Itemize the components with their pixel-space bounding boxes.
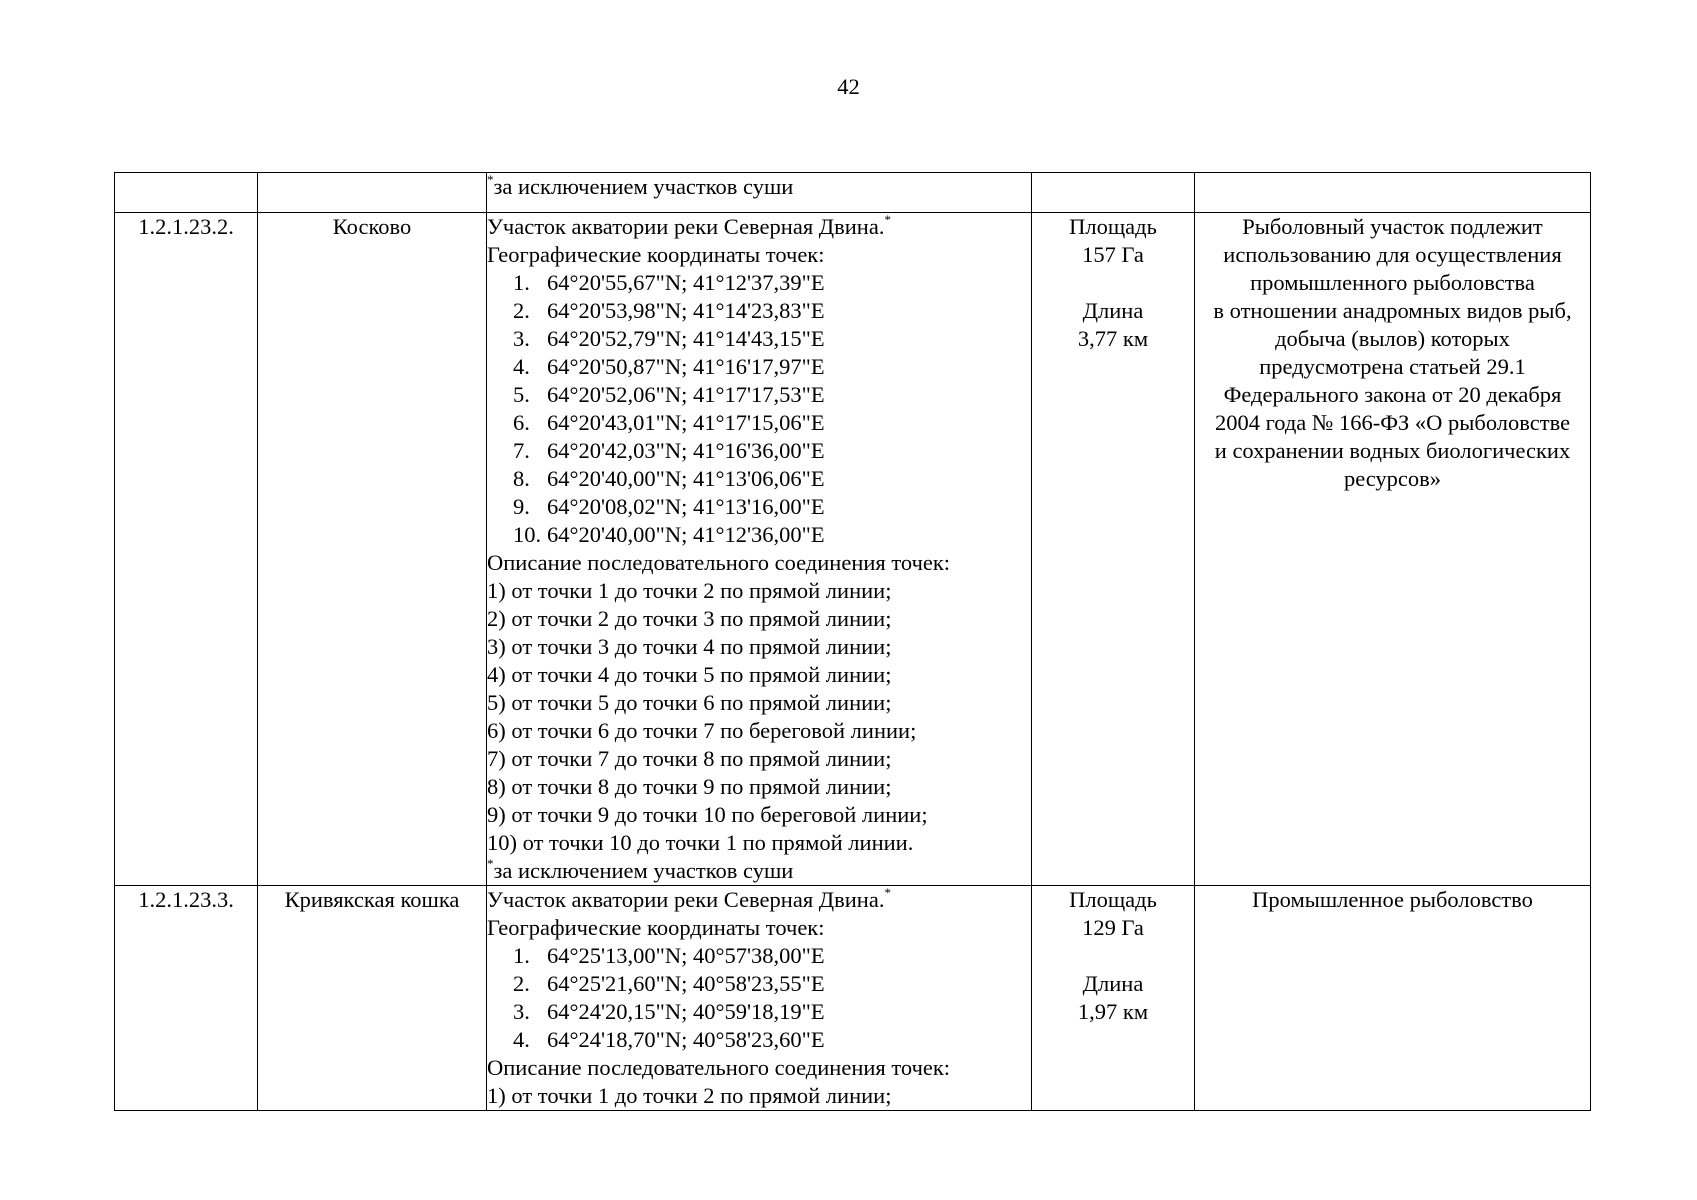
coordinate-item <box>487 325 1031 353</box>
length-value: 3,77 км <box>1077 326 1149 351</box>
connection-item: 1) от точки 1 до точки 2 по прямой линии; <box>487 578 892 603</box>
coordinate-value: 64°24'20,15"N; 40°59'18,19"E <box>547 999 825 1024</box>
coordinate-item <box>487 437 1031 465</box>
purpose-line: Федерального закона от 20 декабря <box>1223 382 1562 407</box>
area-value: 157 Га <box>1082 242 1144 267</box>
coordinate-value: 64°20'55,67"N; 41°12'37,39"E <box>547 270 825 295</box>
length-label: Длина <box>1082 971 1144 996</box>
land-exclusion-note: *за исключением участков суши <box>487 855 794 883</box>
coordinates-heading: Географические координаты точек: <box>487 915 825 940</box>
area-label: Площадь <box>1069 214 1157 239</box>
purpose-line: в отношении анадромных видов рыб, <box>1213 298 1572 323</box>
site-purpose <box>1195 213 1591 886</box>
continuation-number-cell <box>115 173 258 213</box>
continuation-purpose-cell <box>1195 173 1591 213</box>
site-description <box>487 886 1032 1111</box>
purpose-line: предусмотрена статьей 29.1 <box>1259 354 1526 379</box>
description-title-text: Участок акватории реки Северная Двина. <box>487 887 885 912</box>
purpose-line: добыча (вылов) которых <box>1275 326 1510 351</box>
coordinate-value: 64°20'52,06"N; 41°17'17,53"E <box>547 382 825 407</box>
connection-heading: Описание последовательного соединения точек: <box>487 550 951 575</box>
coordinate-item <box>487 1026 1031 1054</box>
site-name: Косково <box>258 213 487 886</box>
coordinate-number: 4. <box>513 1027 530 1052</box>
purpose-line: Рыболовный участок подлежит <box>1242 214 1543 239</box>
connection-item: 10) от точки 10 до точки 1 по прямой линии. <box>487 830 914 855</box>
connection-item: 4) от точки 4 до точки 5 по прямой линии; <box>487 662 892 687</box>
site-number: 1.2.1.23.3. <box>115 886 258 1111</box>
continuation-row <box>115 173 1591 213</box>
coordinate-number: 1. <box>513 943 530 968</box>
coordinate-item <box>487 521 1031 549</box>
site-size <box>1032 886 1195 1111</box>
coordinate-value: 64°20'52,79"N; 41°14'43,15"E <box>547 326 825 351</box>
fishing-sites-table <box>114 172 1591 1111</box>
coordinate-item <box>487 970 1031 998</box>
coordinate-number: 3. <box>513 326 530 351</box>
coordinate-number: 2. <box>513 971 530 996</box>
coordinate-number: 5. <box>513 382 530 407</box>
continuation-description-cell <box>487 173 1032 213</box>
site-name: Кривякская кошка <box>258 886 487 1111</box>
page-number: 42 <box>837 74 860 99</box>
coordinate-value: 64°20'42,03"N; 41°16'36,00"E <box>547 438 825 463</box>
table-row <box>115 213 1591 886</box>
land-exclusion-note-text: за исключением участков суши <box>493 858 794 883</box>
description-title: Участок акватории реки Северная Двина.* <box>487 211 891 239</box>
connection-item: 1) от точки 1 до точки 2 по прямой линии; <box>487 1083 892 1108</box>
coordinate-value: 64°20'50,87"N; 41°16'17,97"E <box>547 354 825 379</box>
coordinate-item <box>487 942 1031 970</box>
coordinate-number: 3. <box>513 999 530 1024</box>
description-title: Участок акватории реки Северная Двина.* <box>487 884 891 912</box>
size-spacer <box>1032 269 1194 297</box>
coordinate-value: 64°20'40,00"N; 41°12'36,00"E <box>547 522 825 547</box>
coordinate-item <box>487 297 1031 325</box>
connection-item: 2) от точки 2 до точки 3 по прямой линии; <box>487 606 892 631</box>
purpose-line: 2004 года № 166-ФЗ «О рыболовстве <box>1214 410 1571 435</box>
purpose-line: и сохранении водных биологических <box>1214 438 1571 463</box>
site-number: 1.2.1.23.2. <box>115 213 258 886</box>
site-description <box>487 213 1032 886</box>
coordinate-value: 64°20'53,98"N; 41°14'23,83"E <box>547 298 825 323</box>
coordinate-item <box>487 409 1031 437</box>
purpose-line: использованию для осуществления <box>1223 242 1562 267</box>
coordinate-value: 64°20'40,00"N; 41°13'06,06"E <box>547 466 825 491</box>
coordinate-item <box>487 998 1031 1026</box>
site-purpose <box>1195 886 1591 1111</box>
table-row <box>115 886 1591 1111</box>
connection-item: 8) от точки 8 до точки 9 по прямой линии; <box>487 774 892 799</box>
coordinate-item <box>487 381 1031 409</box>
coordinate-number: 1. <box>513 270 530 295</box>
coordinate-item <box>487 493 1031 521</box>
coordinate-number: 2. <box>513 298 530 323</box>
continuation-name-cell <box>258 173 487 213</box>
site-size <box>1032 213 1195 886</box>
purpose-line: ресурсов» <box>1343 466 1442 491</box>
connection-heading: Описание последовательного соединения точек: <box>487 1055 951 1080</box>
continuation-note: *за исключением участков суши <box>487 171 794 199</box>
continuation-size-cell <box>1032 173 1195 213</box>
continuation-note-text: за исключением участков суши <box>493 174 794 199</box>
connection-item: 7) от точки 7 до точки 8 по прямой линии; <box>487 746 892 771</box>
size-spacer <box>1032 942 1194 970</box>
length-label: Длина <box>1082 298 1144 323</box>
coordinate-value: 64°24'18,70"N; 40°58'23,60"E <box>547 1027 825 1052</box>
coordinate-item <box>487 269 1031 297</box>
coordinate-value: 64°25'13,00"N; 40°57'38,00"E <box>547 943 825 968</box>
coordinate-number: 8. <box>513 466 530 491</box>
connection-item: 3) от точки 3 до точки 4 по прямой линии; <box>487 634 892 659</box>
coordinate-item <box>487 353 1031 381</box>
coordinate-item <box>487 465 1031 493</box>
length-value: 1,97 км <box>1077 999 1149 1024</box>
coordinates-heading: Географические координаты точек: <box>487 242 825 267</box>
area-value: 129 Га <box>1082 915 1144 940</box>
purpose-line: Промышленное рыболовство <box>1252 887 1533 912</box>
coordinate-value: 64°25'21,60"N; 40°58'23,55"E <box>547 971 825 996</box>
connection-item: 9) от точки 9 до точки 10 по береговой линии; <box>487 802 928 827</box>
coordinate-number: 9. <box>513 494 530 519</box>
coordinate-number: 4. <box>513 354 530 379</box>
coordinate-number: 10. <box>513 522 542 547</box>
coordinate-value: 64°20'43,01"N; 41°17'15,06"E <box>547 410 825 435</box>
coordinate-number: 7. <box>513 438 530 463</box>
connection-item: 5) от точки 5 до точки 6 по прямой линии; <box>487 690 892 715</box>
description-title-text: Участок акватории реки Северная Двина. <box>487 214 885 239</box>
coordinate-number: 6. <box>513 410 530 435</box>
purpose-line: промышленного рыболовства <box>1250 270 1535 295</box>
coordinate-value: 64°20'08,02"N; 41°13'16,00"E <box>547 494 825 519</box>
area-label: Площадь <box>1069 887 1157 912</box>
connection-item: 6) от точки 6 до точки 7 по береговой линии; <box>487 718 917 743</box>
